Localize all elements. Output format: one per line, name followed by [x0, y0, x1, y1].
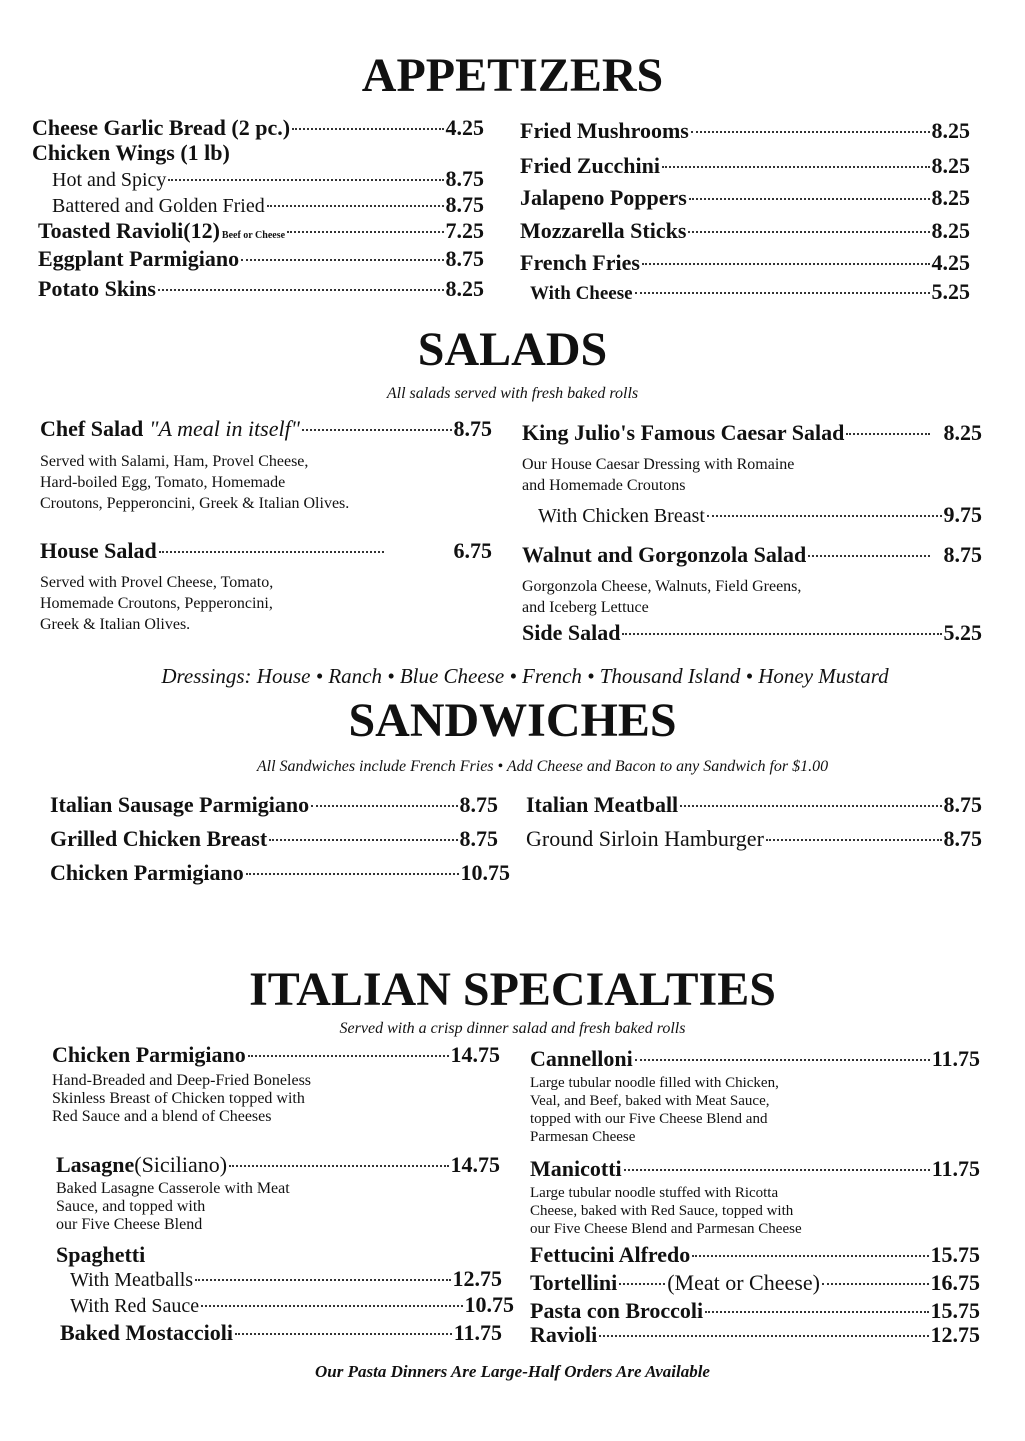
menu-item: Ground Sirloin Hamburger 8.75: [526, 826, 982, 851]
item-description: Hand-Breaded and Deep-Fried Boneless Skinless Breast of Chicken topped with Red Sauce and a blend of Cheeses: [52, 1072, 312, 1125]
menu-item: Manicotti 11.75: [530, 1156, 980, 1181]
item-description: Baked Lasagne Casserole with Meat Sauce, and topped with our Five Cheese Blend: [56, 1180, 290, 1233]
menu-item: Fried Zucchini 8.25: [520, 153, 970, 178]
salads-subtitle: All salads served with fresh baked rolls: [386, 385, 639, 402]
menu-item: Grilled Chicken Breast 8.75: [50, 826, 498, 851]
menu-item: Eggplant Parmigiano 8.75: [38, 246, 484, 271]
menu-item: With Meatballs 12.75: [70, 1266, 502, 1291]
item-description: Large tubular noodle stuffed with Ricotta Cheese, baked with Red Sauce, topped with our Five Cheese Blend and Parmesan Cheese: [530, 1185, 802, 1237]
menu-item: King Julio's Famous Caesar Salad 8.25: [522, 420, 982, 445]
menu-item: Jalapeno Poppers 8.25: [520, 185, 970, 210]
appetizers-heading: APPETIZERS: [361, 49, 664, 102]
menu-item: Italian Meatball 8.75: [526, 792, 982, 817]
specialties-subtitle: Served with a crisp dinner salad and fresh baked rolls: [339, 1020, 686, 1037]
sandwiches-subtitle: All Sandwiches include French Fries • Add Cheese and Bacon to any Sandwich for $1.00: [256, 758, 829, 775]
sandwiches-heading: SANDWICHES: [348, 694, 677, 747]
menu-item: Fettucini Alfredo 15.75: [530, 1242, 980, 1267]
menu-item: Cannelloni 11.75: [530, 1046, 980, 1071]
menu-item: Side Salad 5.25: [522, 620, 982, 645]
menu-item: Fried Mushrooms 8.25: [520, 118, 970, 143]
dressings-list: Dressings: House • Ranch • Blue Cheese • French • Thousand Island • Honey Mustard: [161, 664, 889, 688]
menu-item: Italian Sausage Parmigiano 8.75: [50, 792, 498, 817]
menu-item-group: Chicken Wings (1 lb): [32, 140, 230, 165]
menu-item: Potato Skins 8.25: [38, 276, 484, 301]
menu-item: Cheese Garlic Bread (2 pc.) 4.25: [32, 115, 484, 140]
menu-item: Baked Mostaccioli 11.75: [60, 1320, 502, 1345]
menu-item: Tortellini (Meat or Cheese) 16.75: [530, 1270, 980, 1295]
menu-item: Mozzarella Sticks 8.25: [520, 218, 970, 243]
item-description: Gorgonzola Cheese, Walnuts, Field Greens, and Iceberg Lettuce: [522, 578, 802, 616]
item-description: Our House Caesar Dressing with Romaine and Homemade Croutons: [522, 456, 795, 494]
item-description: Large tubular noodle filled with Chicken, Veal, and Beef, baked with Meat Sauce, topped with our Five Cheese Blend and Parmesan Cheese: [530, 1075, 779, 1145]
menu-item: Toasted Ravioli(12) Beef or Cheese 7.25: [38, 218, 484, 243]
item-description: Served with Provel Cheese, Tomato, Homemade Croutons, Pepperoncini, Greek & Italian Olives.: [40, 574, 274, 633]
menu-item: Ravioli 12.75: [530, 1322, 980, 1347]
menu-item: House Salad 6.75: [40, 538, 492, 563]
specialties-heading: ITALIAN SPECIALTIES: [249, 963, 776, 1016]
menu-item: With Red Sauce 10.75: [70, 1292, 514, 1317]
menu-item: With Cheese 5.25: [530, 279, 970, 304]
menu-item: Chicken Parmigiano 10.75: [50, 860, 510, 885]
salads-heading: SALADS: [417, 323, 608, 376]
menu-item: Battered and Golden Fried 8.75: [52, 192, 484, 217]
pasta-footer-note: Our Pasta Dinners Are Large-Half Orders Are Available: [315, 1362, 710, 1381]
menu-item: French Fries 4.25: [520, 250, 970, 275]
menu-item: With Chicken Breast 9.75: [538, 502, 982, 527]
menu-item: Walnut and Gorgonzola Salad 8.75: [522, 542, 982, 567]
menu-item: Chef Salad "A meal in itself" 8.75: [40, 416, 492, 441]
item-description: Served with Salami, Ham, Provel Cheese, Hard-boiled Egg, Tomato, Homemade Croutons, Pepperoncini, Greek & Italian Olives.: [40, 453, 350, 512]
menu-item: Hot and Spicy 8.75: [52, 166, 484, 191]
menu-item-group: Spaghetti: [56, 1242, 146, 1267]
menu-item: Chicken Parmigiano 14.75: [52, 1042, 500, 1067]
menu-item: Pasta con Broccoli 15.75: [530, 1298, 980, 1323]
menu-item: Lasagne (Siciliano) 14.75: [56, 1152, 500, 1177]
